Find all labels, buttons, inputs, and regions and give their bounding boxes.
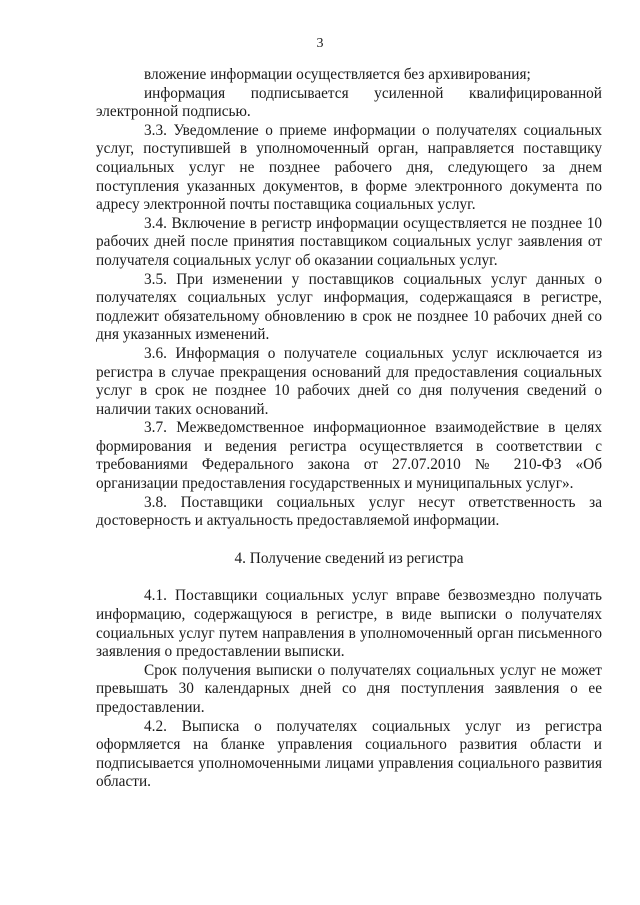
paragraph-3-5: 3.5. При изменении у поставщиков социальных услуг данных о получателях социальных услуг информация, содержащаяся в регистре, подлежит обязательному обновлению в срок не позднее 10 рабочих дней со дня указанных изменений.	[96, 270, 602, 344]
intro-line-archive: вложение информации осуществляется без архивирования;	[144, 66, 531, 83]
intro-line-signature: информация подписывается усиленной квалифицированной электронной подписью.	[96, 84, 602, 121]
section-4-heading: 4. Получение сведений из регистра	[234, 549, 464, 567]
paragraph-4-1-term: Срок получения выписки о получателях социальных услуг не может превышать 30 календарных дней со дня поступления заявления о ее предоставлении.	[96, 661, 602, 716]
page-number: 3	[316, 36, 324, 51]
paragraph-4-1: 4.1. Поставщики социальных услуг вправе безвозмездно получать информацию, содержащуюся в регистре, в виде выписки о получателях социальных услуг путем направления в уполномоченный орган письменного заявления о предоставлении выписки.	[96, 587, 602, 661]
paragraph-3-7: 3.7. Межведомственное информационное взаимодействие в целях формирования и ведения регистра осуществляется в соответствии с требованиями Федерального закона от 27.07.2010 № 210-ФЗ «Об организации предоставления государственных и муниципальных услуг».	[96, 419, 602, 493]
paragraph-3-4: 3.4. Включение в регистр информации осуществляется не позднее 10 рабочих дней после принятия поставщиком социальных услуг заявления от получателя социальных услуг об оказании социальных услуг.	[96, 214, 602, 269]
paragraph-3-6: 3.6. Информация о получателе социальных услуг исключается из регистра в случае прекращения оснований для предоставления социальных услуг в срок не позднее 10 рабочих дней со дня получения сведений о наличии таких оснований.	[96, 344, 602, 418]
paragraph-3-3: 3.3. Уведомление о приеме информации о получателях социальных услуг, поступившей в уполномоченный орган, направляется поставщику социальных услуг не позднее рабочего дня, следующего за днем поступления указанных документов, в форме электронного документа по адресу электронной почты поставщика социальных услуг.	[96, 121, 602, 214]
paragraph-3-8: 3.8. Поставщики социальных услуг несут ответственность за достоверность и актуальность предоставляемой информации.	[96, 493, 602, 530]
paragraph-4-2: 4.2. Выписка о получателях социальных услуг из регистра оформляется на бланке управления социального развития области и подписывается уполномоченными лицами управления социального развития области.	[96, 717, 602, 791]
document-body	[96, 66, 602, 792]
